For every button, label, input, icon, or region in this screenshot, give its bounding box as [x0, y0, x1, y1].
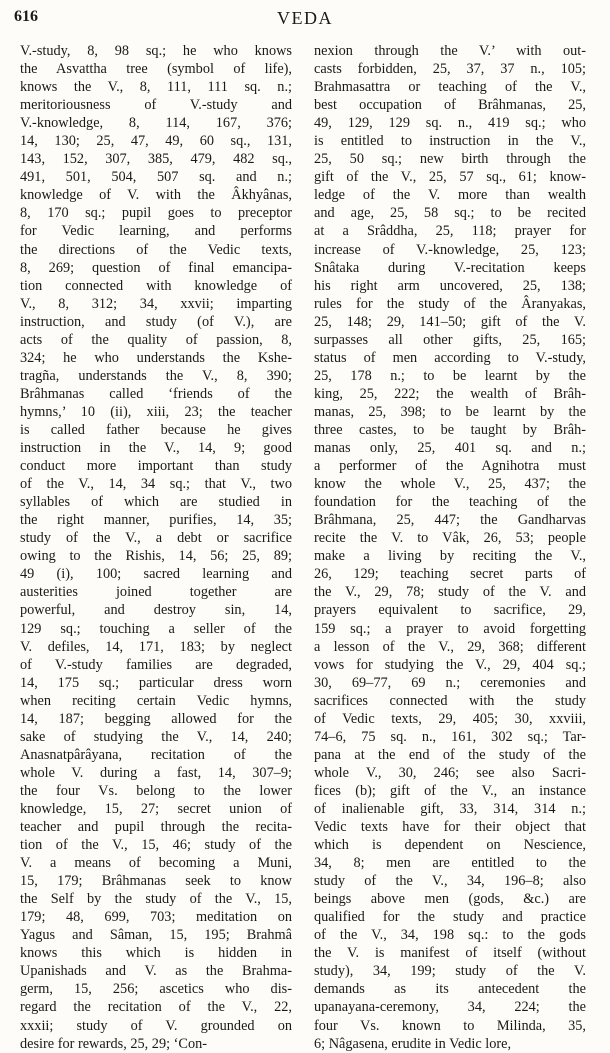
index-line: casts forbidden, 25, 37, 37 n., 105;	[314, 61, 586, 78]
index-line: qualified for the study and practice	[314, 909, 586, 926]
index-line: teacher and pupil through the recita-	[20, 819, 292, 836]
index-line: the four Vs. belong to the lower	[20, 782, 292, 799]
index-line: 30, 69–77, 69 n.; ceremonies and	[314, 674, 586, 691]
index-line: Yagus and Sâman, 15, 195; Brahmâ	[20, 927, 292, 944]
index-line: desire for rewards, 25, 29; ‘Con-	[20, 1035, 207, 1052]
index-line: Snâtaka during V.-recitation keeps	[314, 259, 586, 276]
index-line: of Vedic texts, 29, 405; 30, xxviii,	[314, 710, 586, 727]
index-line: 143, 152, 307, 385, 479, 482 sq.,	[20, 151, 292, 168]
index-line: 6; Nâgasena, erudite in Vedic lore,	[314, 1035, 512, 1052]
index-line: surpasses all other gifts, 25, 165;	[314, 331, 586, 348]
index-line: his right arm uncovered, 25, 138;	[314, 277, 586, 294]
index-line: Brâhmanas called ‘friends of the	[20, 385, 292, 402]
index-line: the right manner, purifies, 14, 35;	[20, 512, 292, 529]
index-line: pana at the end of the study of the	[314, 746, 586, 763]
index-line: 15, 179; Brâhmanas seek to know	[20, 873, 292, 890]
index-line: instruction, and study (of V.), are	[20, 313, 292, 330]
index-line: tion of the V., 15, 46; study of the	[20, 837, 292, 854]
index-line: of the V., 14, 34 sq.; that V., two	[20, 476, 292, 493]
index-line: prayers equivalent to sacrifice, 29,	[314, 602, 586, 619]
index-line: 34, 8; men are entitled to the	[314, 855, 586, 872]
index-line: increase of V.-knowledge, 25, 123;	[314, 241, 586, 258]
index-line: powerful, and destroy sin, 14,	[20, 602, 292, 619]
index-line: xxxii; study of V. grounded on	[20, 1017, 292, 1034]
index-line: 74–6, 75 sq. n., 161, 302 sq.; Tar-	[314, 728, 586, 745]
index-line: gift of the V., 25, 57 sq., 61; know-	[314, 169, 586, 186]
index-line: sake of studying the V., 14, 240;	[20, 728, 292, 745]
index-line: 8, 269; question of final emancipa-	[20, 259, 292, 276]
index-line: sacrifices connected with the study	[314, 692, 586, 709]
index-line: Anasnatpârâyana, recitation of the	[20, 746, 292, 763]
index-line: 159 sq.; a prayer to avoid forgetting	[314, 620, 586, 637]
index-line: best occupation of Brâhmanas, 25,	[314, 97, 586, 114]
index-line: Brâhmana, 25, 447; the Gandharvas	[314, 512, 586, 529]
index-line: a lesson of the V., 29, 368; different	[314, 638, 586, 655]
index-line: vows for studying the V., 29, 404 sq.;	[314, 656, 586, 673]
index-line: recite the V. to Vâk, 26, 53; people	[314, 530, 586, 547]
index-line: 25, 178 n.; to be learnt by the	[314, 367, 586, 384]
index-line: whole V., 30, 246; see also Sacri-	[314, 764, 586, 781]
index-line: tion connected with knowledge of	[20, 277, 292, 294]
right-column	[314, 42, 586, 1053]
index-line: 25, 148; 29, 141–50; gift of the V.	[314, 313, 586, 330]
index-line: 129 sq.; touching a seller of the	[20, 620, 292, 637]
index-line: tragña, understands the V., 8, 390;	[20, 367, 292, 384]
index-line: whole V. during a fast, 14, 307–9;	[20, 764, 292, 781]
index-line: beings above men (gods, &c.) are	[314, 891, 586, 908]
index-line: austerities joined together are	[20, 584, 292, 601]
index-line: Upanishads and V. as the Brahma-	[20, 963, 292, 980]
index-line: three castes, to be taught by Brâh-	[314, 421, 586, 438]
index-line: upanayana-ceremony, 34, 224; the	[314, 999, 586, 1016]
page-header	[0, 8, 610, 34]
index-line: the V. is manifest of itself (without	[314, 945, 586, 962]
index-line: 25, 50 sq.; new birth through the	[314, 151, 586, 168]
index-line: meritoriousness of V.-study and	[20, 97, 292, 114]
index-line: V.-study, 8, 98 sq.; he who knows	[20, 43, 292, 59]
page-number: 616	[14, 8, 38, 25]
index-line: hymns,’ 10 (ii), xiii, 23; the teacher	[20, 403, 292, 420]
index-line: 14, 175 sq.; particular dress worn	[20, 674, 292, 691]
index-line: at a Srâddha, 25, 118; prayer for	[314, 223, 586, 240]
index-line: instruction in the V., 14, 9; good	[20, 440, 292, 457]
index-line: germ, 15, 256; ascetics who dis-	[20, 981, 292, 998]
index-line: which is dependent on Nescience,	[314, 837, 586, 854]
index-line: 8, 170 sq.; pupil goes to preceptor	[20, 205, 292, 222]
index-line: 14, 130; 25, 47, 49, 60 sq., 131,	[20, 133, 292, 150]
index-line: owing to the Rishis, 14, 56; 25, 89;	[20, 548, 292, 565]
index-line: V.-knowledge, 8, 114, 167, 376;	[20, 115, 292, 132]
index-line: acts of the quality of passion, 8,	[20, 331, 292, 348]
index-line: 324; he who understands the Kshe-	[20, 349, 292, 366]
index-line: Brahmasattra or teaching of the V.,	[314, 79, 586, 96]
index-line: regard the recitation of the V., 22,	[20, 999, 292, 1016]
index-line: status of men according to V.-study,	[314, 349, 586, 366]
index-line: rules for the study of the Âranyakas,	[314, 295, 586, 312]
index-line: the Asvattha tree (symbol of life),	[20, 61, 292, 78]
index-line: and age, 25, 58 sq.; to be recited	[314, 205, 586, 222]
index-line: for Vedic learning, and performs	[20, 223, 292, 240]
index-line: demands as its antecedent the	[314, 981, 586, 998]
index-line: the directions of the Vedic texts,	[20, 241, 292, 258]
index-line: king, 25, 222; the wealth of Brâh-	[314, 385, 586, 402]
index-line: knows this which is hidden in	[20, 945, 292, 962]
index-line: of the V., 34, 198 sq.: to the gods	[314, 927, 586, 944]
index-line: V. defiles, 14, 171, 183; by neglect	[20, 638, 292, 655]
index-line: of inalienable gift, 33, 314, 314 n.;	[314, 800, 586, 817]
index-line: V., 8, 312; 34, xxvii; imparting	[20, 295, 292, 312]
index-line: 491, 501, 504, 507 sq. and n.;	[20, 169, 292, 186]
index-line: is entitled to instruction in the V.,	[314, 133, 586, 150]
index-line: study of the V., 34, 196–8; also	[314, 873, 586, 890]
index-line: four Vs. known to Milinda, 35,	[314, 1017, 586, 1034]
index-line: 179; 48, 699, 703; meditation on	[20, 909, 292, 926]
index-line: 14, 187; begging allowed for the	[20, 710, 292, 727]
index-line: V. a means of becoming a Muni,	[20, 855, 292, 872]
index-line: ledge of the V. more than wealth	[314, 187, 586, 204]
index-line: syllables of which are studied in	[20, 494, 292, 511]
index-line: when reciting certain Vedic hymns,	[20, 692, 292, 709]
index-line: Vedic texts have for their object that	[314, 819, 586, 836]
index-line: a performer of the Agnihotra must	[314, 458, 586, 475]
index-line: knowledge of V. with the Âkhyânas,	[20, 187, 292, 204]
left-column	[20, 42, 292, 1053]
index-line: make a living by reciting the V.,	[314, 548, 586, 565]
index-line: 49 (i), 100; sacred learning and	[20, 566, 292, 583]
index-line: is called father because he gives	[20, 421, 292, 438]
index-line: study of the V., a debt or sacrifice	[20, 530, 292, 547]
index-line: conduct more important than study	[20, 458, 292, 475]
index-line: 26, 129; teaching secret parts of	[314, 566, 586, 583]
index-line: the Self by the study of the V., 15,	[20, 891, 292, 908]
index-line: knowledge, 15, 27; secret union of	[20, 800, 292, 817]
index-line: the V., 29, 78; study of the V. and	[314, 584, 586, 601]
index-line: study), 34, 199; study of the V.	[314, 963, 586, 980]
index-line: know the whole V., 25, 437; the	[314, 476, 586, 493]
index-line: nexion through the V.’ with out-	[314, 43, 586, 59]
index-line: knows the V., 8, 111, 111 sq. n.;	[20, 79, 292, 96]
running-head: VEDA	[277, 8, 333, 28]
index-line: 49, 129, 129 sq. n., 419 sq.; who	[314, 115, 586, 132]
index-line: of V.-study families are degraded,	[20, 656, 292, 673]
index-line: manas, 25, 398; to be learnt by the	[314, 403, 586, 420]
index-line: manas only, 25, 401 sq. and n.;	[314, 440, 586, 457]
index-line: fices (b); gift of the V., an instance	[314, 782, 586, 799]
index-line: foundation for the teaching of the	[314, 494, 586, 511]
